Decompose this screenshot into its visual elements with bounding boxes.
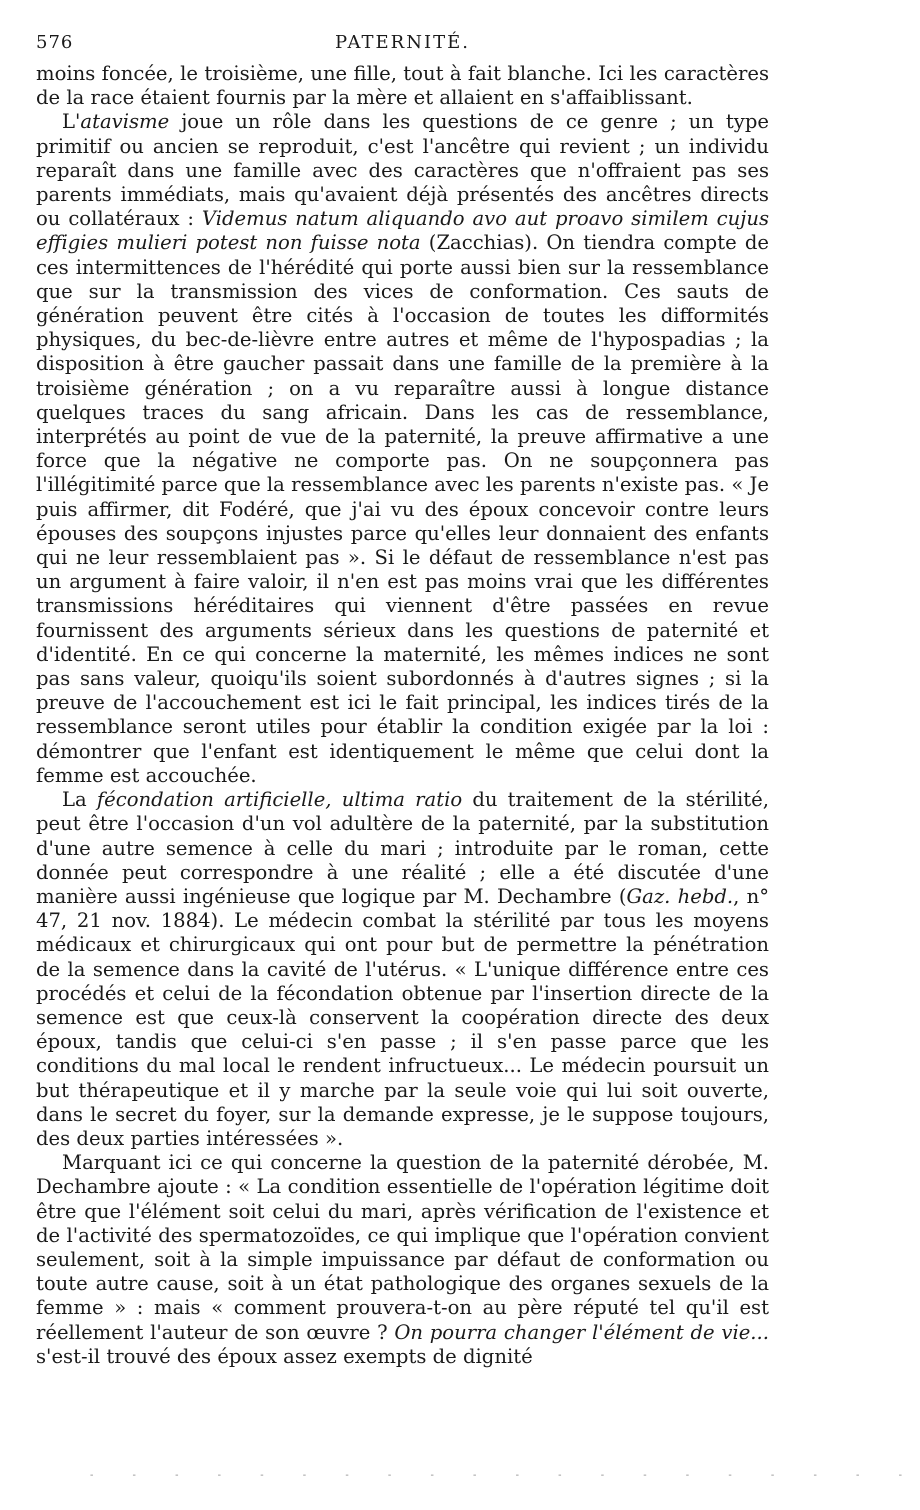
text-run: La <box>62 788 97 812</box>
paragraph-4 <box>36 1151 769 1369</box>
text-run: (Zacchias). On tiendra compte de ces intermittences de l'hérédité qui porte aussi bien sur la ressemblance que sur la transmission des vices de conformation. Ces sauts de génération peuvent être cités à l'occasion de toutes les difformités physiques, du bec-de-lièvre entre autres et même de l'hypospadias ; la disposition à être gaucher passait dans une famille de la première à la troisième génération ; on a vu reparaître aussi à longue distance quelques traces du sang africain. Dans les cas de ressemblance, interprétés au point de vue de la paternité, la preuve affirmative a une force que la négative ne comporte pas. On ne soupçonnera pas l'illégitimité parce que la ressemblance avec les parents n'existe pas. « Je puis affirmer, dit Fodéré, que j'ai vu des époux concevoir contre leurs épouses des soupçons injustes parce qu'elles leur donnaient des enfants qui ne leur ressemblaient pas ». Si le défaut de ressemblance n'est pas un argument à faire valoir, il n'en est pas moins vrai que les différentes transmissions héréditaires qui viennent d'être passées en revue fournissent des arguments sérieux dans les questions de paternité et d'identité. En ce qui concerne la maternité, les mêmes indices ne sont pas sans valeur, quoiqu'ils soient subordonnés à d'autres signes ; si la preuve de l'accouchement est ici le fait principal, les indices tirés de la ressemblance seront utiles pour établir la condition exigée par la loi : démontrer que l'enfant est identiquement le même que celui dont la femme est accouchée. <box>36 231 769 787</box>
paragraph-1 <box>36 62 769 110</box>
page-number: 576 <box>36 32 74 53</box>
italic-text: On pourra changer l'élément de vie... <box>394 1320 769 1344</box>
italic-text: Gaz. hebd. <box>626 884 734 908</box>
paragraph-3 <box>36 788 769 1151</box>
text-run: moins foncée, le troisième, une fille, tout à fait blanche. Ici les caractères de la race étaient fournis par la mère et allaient en s'affaiblissant. <box>36 62 769 110</box>
running-title: PATERNITÉ. <box>335 32 470 53</box>
italic-text: Videmus natum aliquando avo aut proavo similem cujus effigies mulieri potest non fuisse nota <box>36 207 769 255</box>
paragraph-2 <box>36 110 769 788</box>
italic-text: fécondation artificielle, ultima ratio <box>96 788 463 812</box>
text-run: Marquant ici ce qui concerne la question de la paternité dérobée, M. Dechambre ajoute : « La condition essentielle de l'opération légitime doit être que l'élément soit celui du mari, après vérification de l'existence et de l'activité des spermatozoïdes, ce qui implique que l'opération convient seulement, soit à la simple impuissance par défaut de conformation ou toute autre cause, soit à un état pathologique des organes sexuels de la femme » : mais « comment prouvera-t-on au père réputé tel qu'il est réellement l'auteur de son œuvre ? <box>36 1151 769 1344</box>
text-run: L' <box>62 110 81 134</box>
page-header <box>36 28 769 62</box>
text-run: du traitement de la stérilité, peut être l'occasion d'un vol adultère de la paternité, par la substitution d'une autre semence à celle du mari ; introduite par le roman, cette donnée peut correspondre à une réalité ; elle a été discutée d'une manière aussi ingénieuse que logique par M. Dechambre ( <box>36 788 769 908</box>
text-run: joue un rôle dans les questions de ce genre ; un type primitif ou ancien se reproduit, c'est l'ancêtre qui revient ; un individu reparaît dans une famille avec des caractères que n'offraient pas ses parents immédiats, mais qu'avaient déjà présentés des ancêtres directs ou collatéraux : <box>36 110 769 231</box>
text-run: , n° 47, 21 nov. 1884). Le médecin combat la stérilité par tous les moyens médicaux et chirurgicaux qui ont pour but de permettre la pénétration de la semence dans la cavité de l'utérus. « L'unique différence entre ces procédés et celui de la fécondation obtenue par l'insertion directe de la semence est que ceux-là conservent la coopération directe des deux époux, tandis que celui-ci s'en passe ; il s'en passe parce que les conditions du mal local le rendent infructueux... Le médecin poursuit un but thérapeutique et il y marche par la seule voie qui lui soit ouverte, dans le secret du foyer, sur la demande expresse, je le suppose toujours, des deux parties intéressées ». <box>36 884 770 1150</box>
body-text <box>36 62 769 1369</box>
text-run: s'est-il trouvé des époux assez exempts de dignité <box>36 1344 533 1368</box>
page-edge-marks: - - - - - - - - - - - - - - - - - - - - <box>90 1470 920 1481</box>
italic-text: atavisme <box>80 110 170 134</box>
book-page <box>36 28 769 1369</box>
